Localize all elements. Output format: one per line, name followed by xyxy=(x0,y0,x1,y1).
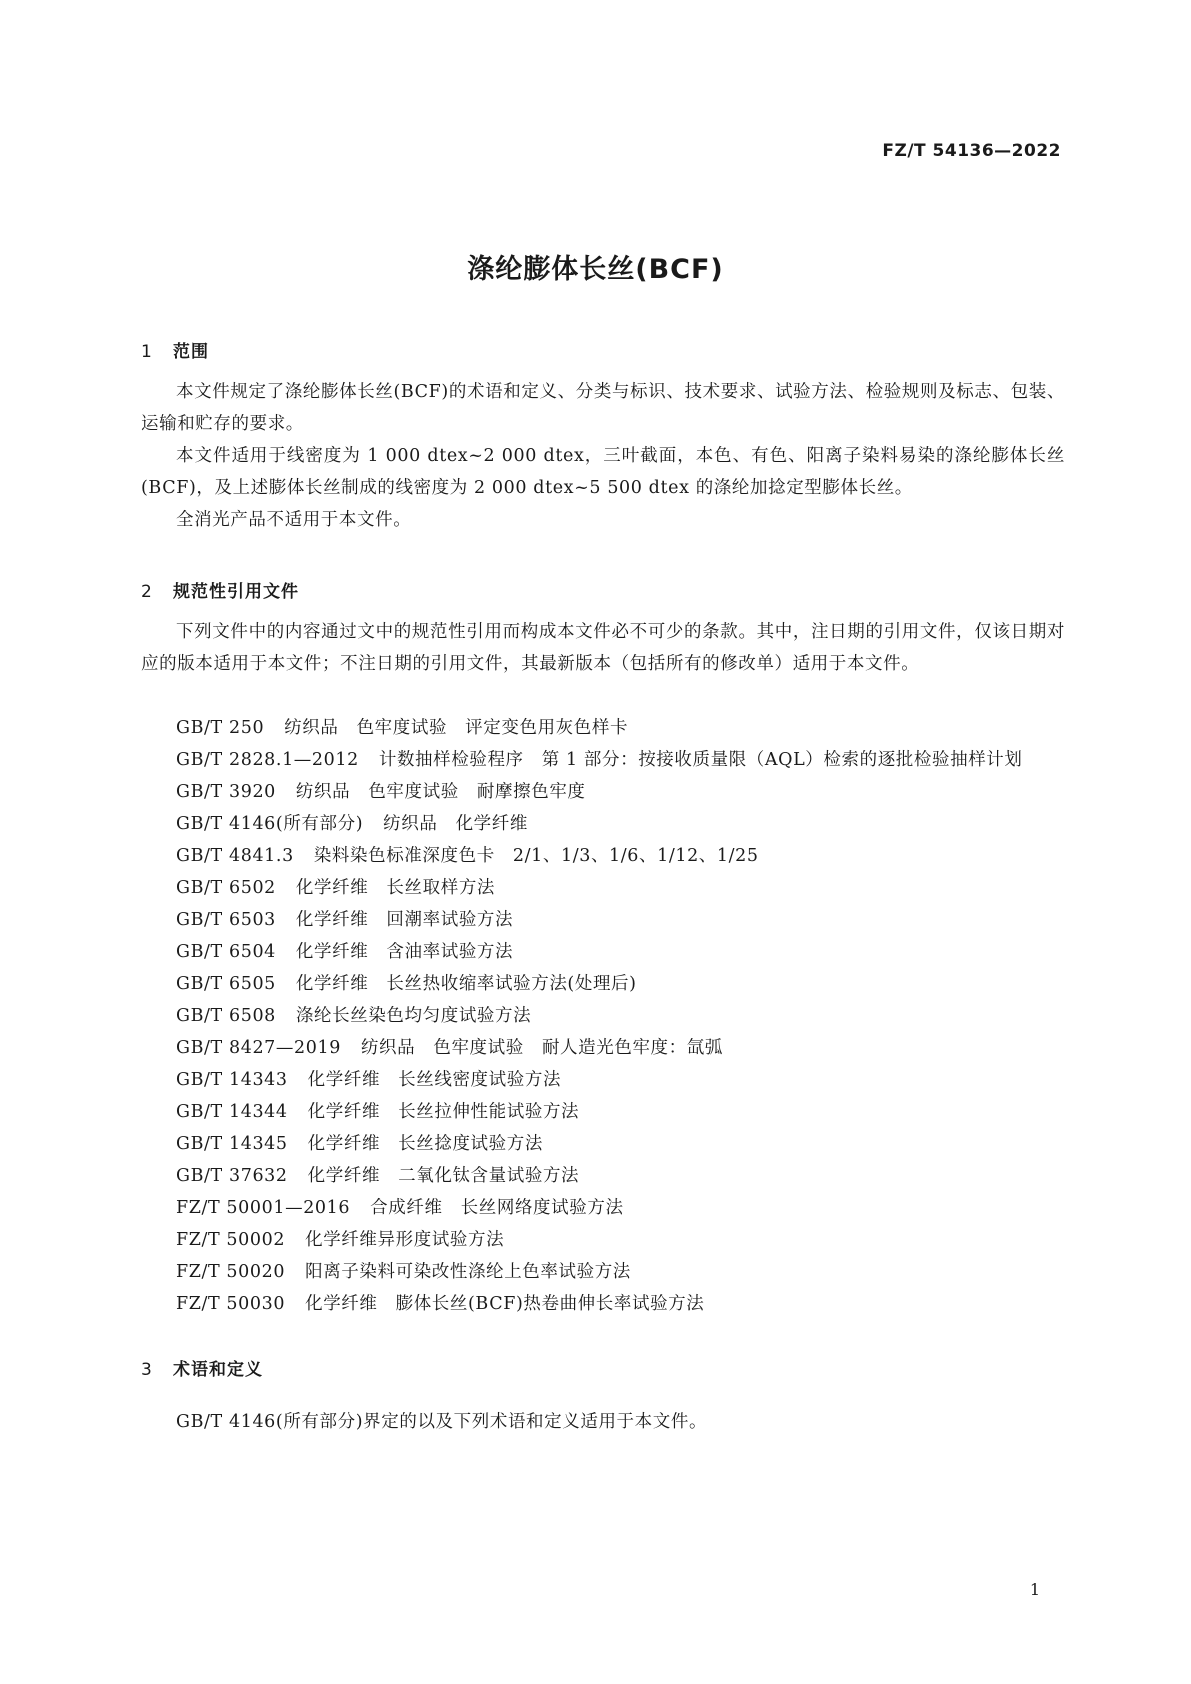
reference-item xyxy=(176,776,1066,808)
reference-title: 合成纤维 长丝网络度试验方法 xyxy=(370,1198,624,1218)
reference-code: GB/T 6504 xyxy=(176,942,276,962)
reference-code: GB/T 6503 xyxy=(176,910,276,930)
reference-title: 染料染色标准深度色卡 2/1、1/3、1/6、1/12、1/25 xyxy=(313,846,759,866)
reference-code: FZ/T 50001—2016 xyxy=(176,1198,351,1218)
section-title: 术语和定义 xyxy=(173,1360,263,1380)
reference-item xyxy=(176,808,1066,840)
reference-code: GB/T 3920 xyxy=(176,782,276,802)
reference-item xyxy=(176,1096,1066,1128)
reference-list xyxy=(176,712,1066,1320)
reference-title: 纺织品 色牢度试验 耐人造光色牢度：氙弧 xyxy=(360,1038,723,1058)
reference-code: FZ/T 50030 xyxy=(176,1294,286,1314)
paragraph: 下列文件中的内容通过文中的规范性引用而构成本文件必不可少的条款。其中，注日期的引用文件，仅该日期对应的版本适用于本文件；不注日期的引用文件，其最新版本（包括所有的修改单）适用于本文件。 xyxy=(141,622,1065,674)
paragraph: 本文件适用于线密度为 1 000 dtex~2 000 dtex，三叶截面，本色、有色、阳离子染料易染的涤纶膨体长丝(BCF)，及上述膨体长丝制成的线密度为 2 000 dtex~5 500 dtex 的涤纶加捻定型膨体长丝。 xyxy=(141,446,1065,498)
standard-number: FZ/T 54136—2022 xyxy=(882,141,1061,161)
reference-title: 化学纤维 长丝线密度试验方法 xyxy=(307,1070,562,1090)
section-title: 范围 xyxy=(173,342,209,362)
reference-title: 化学纤维 回潮率试验方法 xyxy=(295,910,514,930)
reference-item xyxy=(176,872,1066,904)
reference-code: GB/T 4146(所有部分) xyxy=(176,814,364,834)
reference-item xyxy=(176,1064,1066,1096)
reference-item xyxy=(176,712,1066,744)
reference-item xyxy=(141,744,1066,776)
section-heading-scope xyxy=(141,337,209,362)
section-number: 3 xyxy=(141,1360,153,1380)
reference-code: FZ/T 50002 xyxy=(176,1230,286,1250)
reference-title: 阳离子染料可染改性涤纶上色率试验方法 xyxy=(305,1262,631,1282)
section-number: 2 xyxy=(141,582,153,602)
section-heading-normative-references xyxy=(141,577,299,602)
reference-code: GB/T 14345 xyxy=(176,1134,288,1154)
page-number: 1 xyxy=(1029,1580,1040,1599)
reference-item xyxy=(176,1288,1066,1320)
reference-item xyxy=(176,904,1066,936)
reference-item xyxy=(176,1032,1066,1064)
reference-item xyxy=(176,840,1066,872)
reference-item xyxy=(176,1160,1066,1192)
reference-title: 计数抽样检验程序 第 1 部分：按接收质量限（AQL）检索的逐批检验抽样计划 xyxy=(378,750,1023,770)
paragraph: 本文件规定了涤纶膨体长丝(BCF)的术语和定义、分类与标识、技术要求、试验方法、检验规则及标志、包装、运输和贮存的要求。 xyxy=(141,382,1065,434)
reference-item xyxy=(176,1128,1066,1160)
paragraph: 全消光产品不适用于本文件。 xyxy=(176,510,412,530)
reference-title: 纺织品 化学纤维 xyxy=(383,814,528,834)
reference-title: 化学纤维异形度试验方法 xyxy=(305,1230,505,1250)
reference-title: 涤纶长丝染色均匀度试验方法 xyxy=(295,1006,532,1026)
section-heading-terms-definitions xyxy=(141,1355,263,1380)
document-title: 涤纶膨体长丝(BCF) xyxy=(467,254,724,285)
reference-code: GB/T 4841.3 xyxy=(176,846,294,866)
reference-title: 化学纤维 长丝取样方法 xyxy=(295,878,496,898)
reference-item xyxy=(176,1000,1066,1032)
reference-code: GB/T 14343 xyxy=(176,1070,288,1090)
reference-code: GB/T 14344 xyxy=(176,1102,288,1122)
reference-title: 纺织品 色牢度试验 耐摩擦色牢度 xyxy=(295,782,586,802)
reference-code: GB/T 250 xyxy=(176,718,265,738)
reference-item xyxy=(176,1224,1066,1256)
reference-code: GB/T 2828.1—2012 xyxy=(176,750,359,770)
reference-title: 化学纤维 膨体长丝(BCF)热卷曲伸长率试验方法 xyxy=(305,1294,705,1314)
reference-title: 化学纤维 长丝拉伸性能试验方法 xyxy=(307,1102,580,1122)
reference-code: FZ/T 50020 xyxy=(176,1262,286,1282)
section-title: 规范性引用文件 xyxy=(173,582,299,602)
section-number: 1 xyxy=(141,342,153,362)
reference-title: 化学纤维 长丝捻度试验方法 xyxy=(307,1134,543,1154)
reference-item xyxy=(176,968,1066,1000)
reference-code: GB/T 37632 xyxy=(176,1166,288,1186)
reference-code: GB/T 8427—2019 xyxy=(176,1038,341,1058)
reference-code: GB/T 6508 xyxy=(176,1006,276,1026)
paragraph: GB/T 4146(所有部分)界定的以及下列术语和定义适用于本文件。 xyxy=(176,1412,708,1432)
reference-code: GB/T 6505 xyxy=(176,974,276,994)
reference-code: GB/T 6502 xyxy=(176,878,276,898)
reference-item xyxy=(176,1256,1066,1288)
reference-item xyxy=(176,936,1066,968)
reference-item xyxy=(176,1192,1066,1224)
reference-title: 化学纤维 长丝热收缩率试验方法(处理后) xyxy=(295,974,637,994)
reference-title: 纺织品 色牢度试验 评定变色用灰色样卡 xyxy=(284,718,629,738)
reference-title: 化学纤维 含油率试验方法 xyxy=(295,942,514,962)
reference-title: 化学纤维 二氧化钛含量试验方法 xyxy=(307,1166,580,1186)
